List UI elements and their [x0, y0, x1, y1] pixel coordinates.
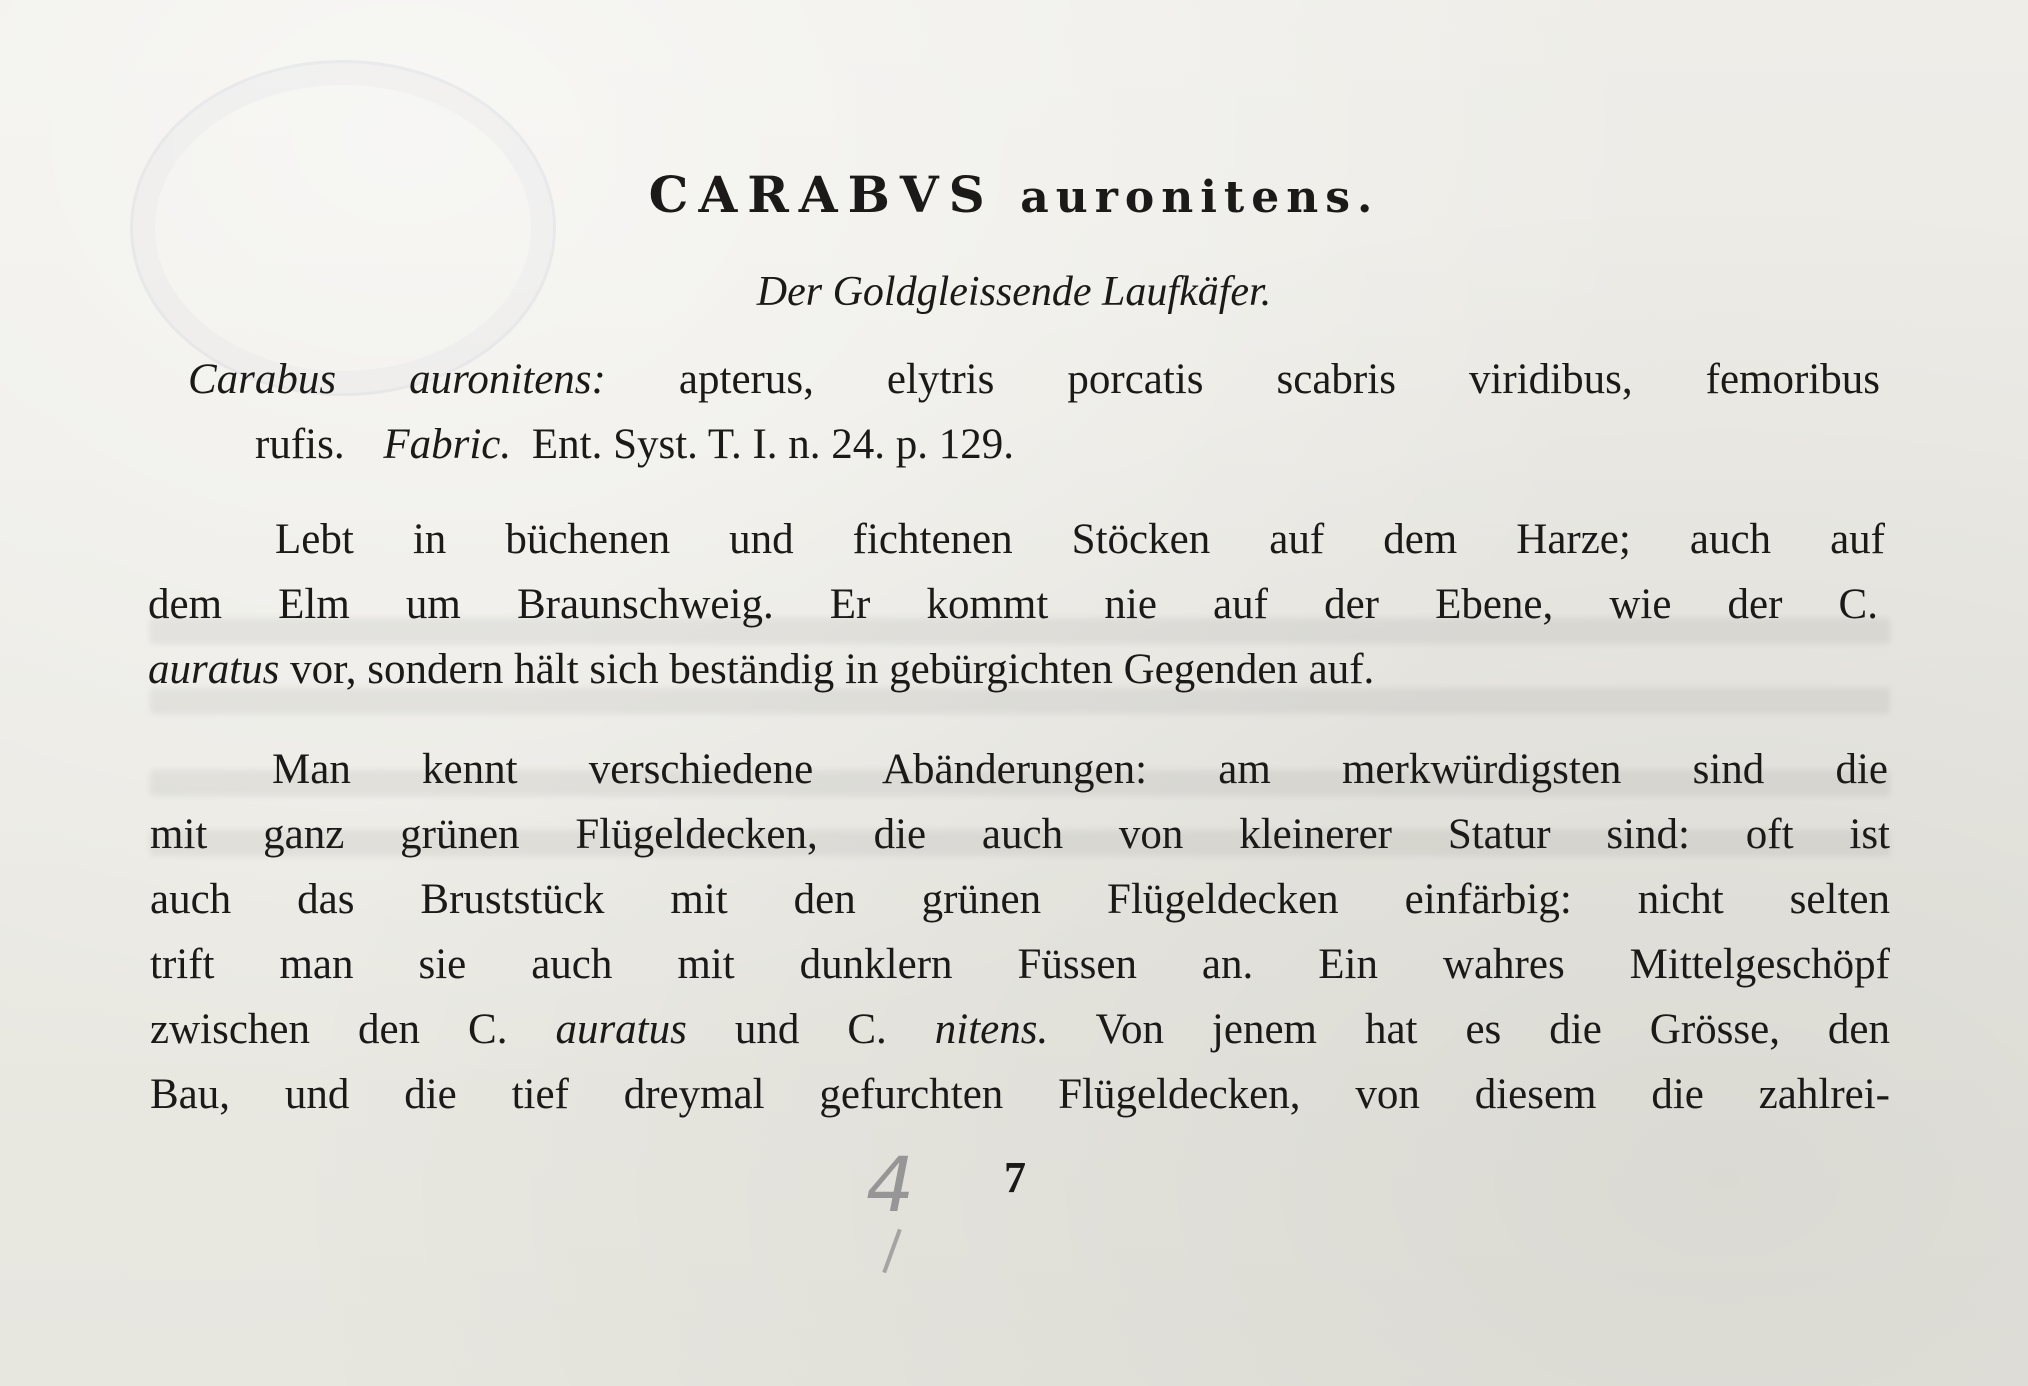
line-5-part-c: Von jenem hat es die Grösse, den [1095, 1006, 1891, 1053]
paragraph-1-line-2: dem Elm um Braunschweig. Er kommt nie auf der Ebene, wie der C. [148, 581, 1878, 628]
species-auratus: auratus [148, 646, 280, 693]
paragraph-2-line-6: Bau, und die tief dreymal gefurchten Flügeldecken, von diesem die zahlrei- [150, 1071, 1890, 1118]
paragraph-1-line-3-rest: vor, sondern hält sich beständig in gebürgichten Gegenden auf. [290, 646, 1375, 693]
title-genus: CARABVS [648, 165, 995, 224]
species-nitens: nitens. [934, 1006, 1049, 1053]
paragraph-2-line-4: trift man sie auch mit dunklern Füssen an. Ein wahres Mittelgeschöpf [150, 941, 1890, 988]
species-auratus: auratus [555, 1006, 687, 1053]
synonymy-binomial: Carabus auronitens: [188, 356, 606, 403]
synonymy-author: Fabric. [383, 421, 512, 468]
paragraph-2-line-1: Man kennt verschiedene Abänderungen: am merkwürdigsten sind die [272, 746, 1888, 793]
synonymy-description: apterus, elytris porcatis scabris viridibus, femoribus [678, 356, 1881, 403]
line-5-part-b: und C. [734, 1006, 887, 1053]
synonymy-line-1 [188, 355, 1880, 404]
faint-library-stamp [130, 60, 556, 396]
paragraph-2-line-2: mit ganz grünen Flügeldecken, die auch von kleinerer Statur sind: oft ist [150, 811, 1890, 858]
synonymy-rufis: rufis. [255, 421, 345, 468]
page-title [0, 165, 2028, 224]
handwritten-stroke [882, 1229, 901, 1274]
paragraph-1-line-3 [148, 645, 1374, 694]
paragraph-2-line-3: auch das Bruststück mit den grünen Flügeldecken einfärbig: nicht selten [150, 876, 1890, 923]
handwritten-note: 4 [866, 1140, 915, 1229]
paragraph-1-line-1: Lebt in büchenen und fichtenen Stöcken auf dem Harze; auch auf [275, 516, 1885, 563]
synonymy-reference: Ent. Syst. T. I. n. 24. p. 129. [531, 421, 1015, 468]
page-number: 7 [1004, 1153, 1026, 1202]
title-species: auronitens. [1020, 172, 1380, 223]
line-5-part-a: zwischen den C. [150, 1006, 508, 1053]
synonymy-line-2 [255, 420, 1014, 469]
paragraph-2-line-5 [150, 1005, 1890, 1054]
page-subtitle: Der Goldgleissende Laufkäfer. [756, 269, 1272, 315]
